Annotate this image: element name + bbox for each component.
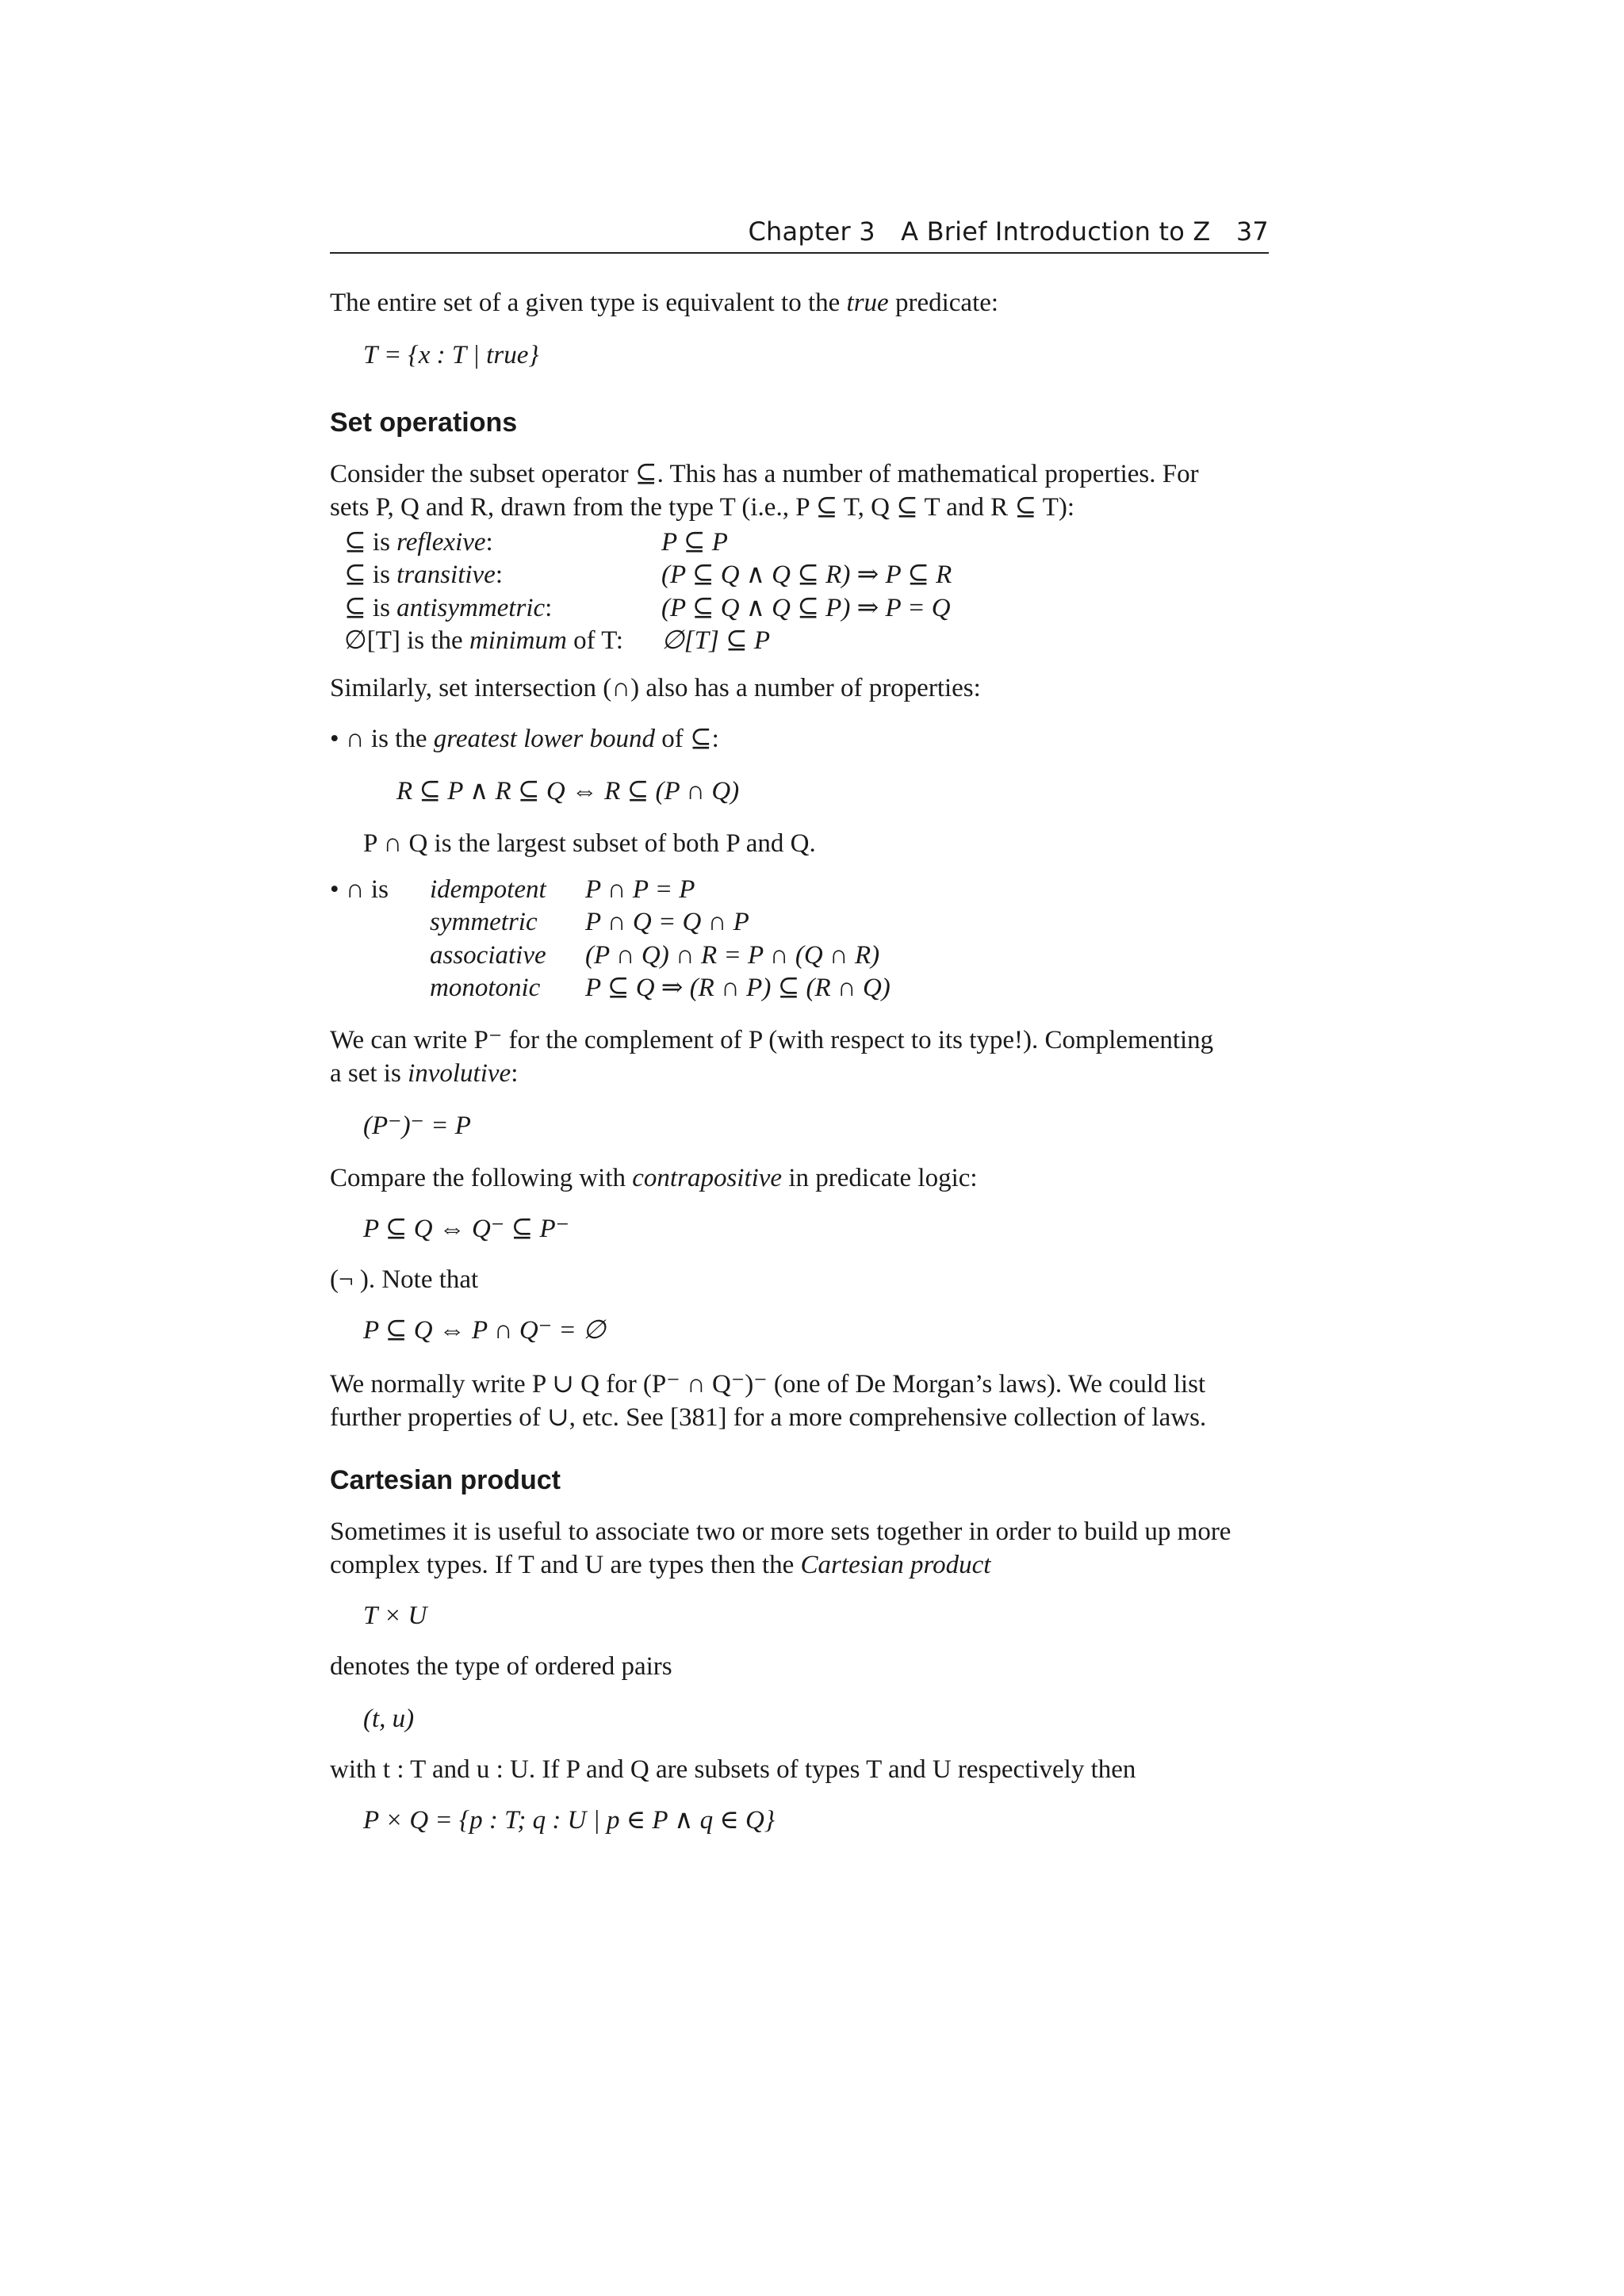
property-row: ⊆ is transitive: (P ⊆ Q ∧ Q ⊆ R) ⇒ P ⊆ R (344, 559, 952, 591)
page-number: 37 (1235, 216, 1269, 247)
property-formula: (P ⊆ Q ∧ Q ⊆ P) ⇒ P = Q (661, 593, 951, 622)
chapter-title: A Brief Introduction to Z (901, 216, 1211, 247)
cartesian-line2: complex types. If T and U are types then the Cartesian product (330, 1551, 991, 1579)
property-row: ⊆ is antisymmetric: (P ⊆ Q ∧ Q ⊆ P) ⇒ P = Q (344, 592, 952, 625)
property-row: ⊆ is reflexive: P ⊆ P (344, 526, 952, 559)
union-line1: We normally write P ∪ Q for (P⁻ ∩ Q⁻)⁻ (one of De Morgan’s laws). We could list (330, 1370, 1206, 1399)
formula-empty-intersection: P ⊆ Q ⇔ P ∩ Q⁻ = ∅ (363, 1316, 606, 1345)
cartesian-line4: with t : T and u : U. If P and Q are subsets of types T and U respectively then (330, 1755, 1136, 1784)
note-line: (¬ ). Note that (330, 1265, 479, 1294)
cartesian-line1: Sometimes it is useful to associate two or more sets together in order to build up more (330, 1517, 1231, 1546)
intersection-intro: Similarly, set intersection (∩) also has a number of properties: (330, 674, 981, 702)
intro-paragraph (330, 287, 1269, 320)
intersection-row: monotonic P ⊆ Q ⇒ (R ∩ P) ⊆ (R ∩ Q) (430, 973, 891, 1002)
bullet-dot: • (330, 725, 346, 753)
intro-text: The entire set of a given type is equivalent to the (330, 289, 847, 317)
intersection-row: associative (P ∩ Q) ∩ R = P ∩ (Q ∩ R) (430, 940, 880, 970)
intersection-properties-table (330, 874, 891, 1004)
intro-text-end: predicate: (888, 289, 999, 317)
subset-intro-line2: sets P, Q and R, drawn from the type T (i.e., P ⊆ T, Q ⊆ T and R ⊆ T): (330, 493, 1075, 522)
running-head (330, 216, 1269, 254)
compare-line: Compare the following with contrapositive in predicate logic: (330, 1164, 978, 1192)
complement-line1: We can write P⁻ for the complement of P (with respect to its type!). Complementing (330, 1026, 1214, 1054)
property-row: ∅[T] is the minimum of T: ∅[T] ⊆ P (344, 625, 952, 657)
formula-product-type: T × U (363, 1601, 427, 1630)
formula-involutive: (P⁻)⁻ = P (363, 1112, 471, 1140)
section-heading-cartesian: Cartesian product (330, 1465, 561, 1495)
intersection-row: • ∩ is idempotent P ∩ P = P (330, 875, 695, 904)
property-formula: (P ⊆ Q ∧ Q ⊆ R) ⇒ P ⊆ R (661, 561, 952, 590)
bullet-glb: • ∩ is the greatest lower bound of ⊆: (330, 725, 719, 753)
bullet2-lead: ∩ is (345, 875, 389, 904)
section-heading-set-operations: Set operations (330, 408, 518, 438)
formula-true-set: T = {x : T | true} (363, 341, 539, 369)
intersection-row: symmetric P ∩ Q = Q ∩ P (430, 908, 749, 937)
glb-note: P ∩ Q is the largest subset of both P and Q. (363, 829, 816, 858)
cartesian-line3: denotes the type of ordered pairs (330, 1652, 672, 1681)
property-formula: P ⊆ P (661, 528, 728, 557)
union-line2: further properties of ∪, etc. See [381] for a more comprehensive collection of laws. (330, 1403, 1207, 1432)
subset-properties-table (344, 526, 952, 657)
formula-contrapositive: P ⊆ Q ⇔ Q⁻ ⊆ P⁻ (363, 1215, 570, 1243)
formula-product-set: P × Q = {p : T; q : U | p ∈ P ∧ q ∈ Q} (363, 1806, 776, 1835)
intro-italic: true (846, 289, 889, 317)
property-formula: ∅[T] ⊆ P (661, 626, 771, 655)
chapter-label: Chapter 3 (748, 216, 875, 247)
bullet-dot: • (330, 875, 346, 904)
complement-line2: a set is involutive: (330, 1059, 519, 1088)
subset-intro-line1: Consider the subset operator ⊆. This has a number of mathematical properties. For (330, 460, 1199, 488)
formula-ordered-pair: (t, u) (363, 1705, 415, 1733)
formula-glb: R ⊆ P ∧ R ⊆ Q ⇔ R ⊆ (P ∩ Q) (396, 777, 740, 806)
